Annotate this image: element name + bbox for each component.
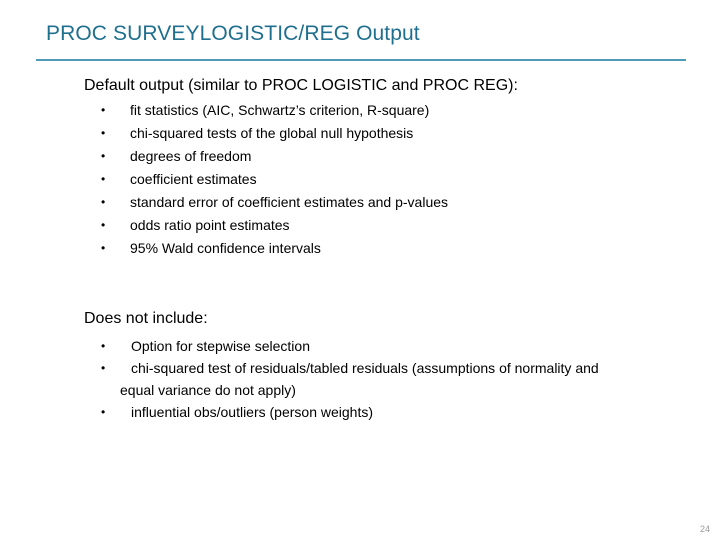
bullet-icon: • <box>101 195 106 209</box>
list-item-text: standard error of coefficient estimates and p-values <box>130 194 449 210</box>
list-item-text: influential obs/outliers (person weights) <box>131 404 374 420</box>
list-item-text-continued: equal variance do not apply) <box>120 382 296 398</box>
title-divider <box>36 59 686 61</box>
bullet-icon: • <box>101 149 106 163</box>
list-item-text: odds ratio point estimates <box>130 217 290 233</box>
list-item-text: chi-squared test of residuals/tabled residuals (assumptions of normality and <box>131 360 599 376</box>
list-item-text: fit statistics (AIC, Schwartz’s criterion, R-square) <box>130 102 430 118</box>
slide-title: PROC SURVEYLOGISTIC/REG Output <box>46 22 420 45</box>
bullet-icon: • <box>101 218 106 232</box>
list-item-text: 95% Wald confidence intervals <box>130 240 321 256</box>
does-not-include-heading: Does not include: <box>84 310 208 327</box>
list-item-text: coefficient estimates <box>130 171 257 187</box>
list-item-text: Option for stepwise selection <box>131 338 310 354</box>
bullet-icon: • <box>101 361 106 375</box>
list-item-text: degrees of freedom <box>130 148 252 164</box>
bullet-icon: • <box>101 172 106 186</box>
default-output-heading: Default output (similar to PROC LOGISTIC and PROC REG): <box>84 77 518 94</box>
page-number: 24 <box>699 524 710 534</box>
list-item-text: chi-squared tests of the global null hypothesis <box>130 125 414 141</box>
bullet-icon: • <box>101 405 106 419</box>
bullet-icon: • <box>101 103 106 117</box>
bullet-icon: • <box>101 241 106 255</box>
bullet-icon: • <box>101 126 106 140</box>
bullet-icon: • <box>101 339 106 353</box>
